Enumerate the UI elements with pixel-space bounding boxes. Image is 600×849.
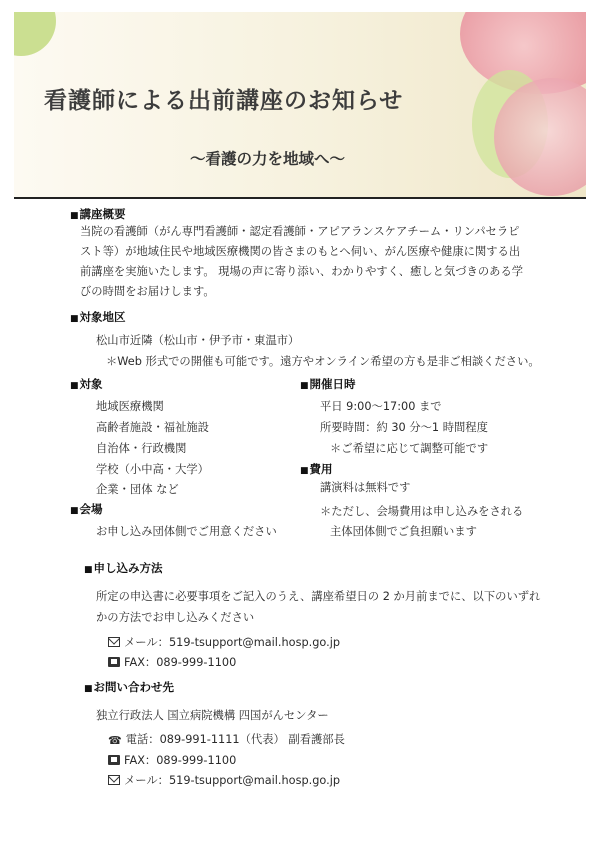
overview-line: 当院の看護師（がん専門看護師・認定看護師・アピアランスケアチーム・リンパセラピ — [80, 225, 520, 238]
overview-heading-label: 講座概要 — [79, 207, 126, 221]
target-item: 企業・団体 など — [96, 483, 179, 496]
header-divider — [14, 197, 586, 199]
target-item: 高齢者施設・福祉施設 — [96, 421, 209, 434]
apply-fax-label: FAX：089-999-1100 — [124, 656, 237, 669]
venue-line: お申し込み団体側でご用意ください — [96, 525, 277, 538]
contact-heading — [84, 679, 174, 695]
schedule-note: ＊ご希望に応じて調整可能です — [330, 442, 489, 455]
contact-heading-label: お問い合わせ先 — [93, 680, 175, 694]
fee-heading-label: 費用 — [309, 462, 333, 476]
area-line: 松山市近隣（松山市・伊予市・東温市） — [96, 334, 300, 347]
overview-paragraph — [80, 222, 530, 302]
fax-icon — [108, 657, 120, 667]
fee-heading — [300, 461, 333, 477]
contact-tel-label: 電話：089-991-1111（代表） 副看護部長 — [125, 733, 345, 746]
apply-mail — [108, 634, 340, 650]
schedule-heading-label: 開催日時 — [309, 377, 356, 391]
apply-fax — [108, 654, 236, 670]
schedule-line: 所要時間：約 30 分〜1 時間程度 — [320, 421, 488, 434]
apply-line: かの方法でお申し込みください — [96, 611, 255, 624]
apply-heading-label: 申し込み方法 — [93, 561, 163, 575]
target-heading-label: 対象 — [79, 377, 103, 391]
fee-line: 講演料は無料です — [320, 481, 411, 494]
mail-icon — [108, 775, 120, 785]
square-bullet-icon: ■ — [70, 211, 79, 221]
overview-line: スト等）が地域住民や地域医療機関の皆さまのもとへ伺い、がん医療や健康に関する出 — [80, 245, 521, 258]
area-heading-label: 対象地区 — [79, 310, 126, 324]
target-heading — [70, 376, 103, 392]
contact-fax-label: FAX：089-999-1100 — [124, 754, 237, 767]
schedule-heading — [300, 376, 356, 392]
page-subtitle: 〜看護の力を地域へ〜 — [190, 150, 346, 168]
target-item: 自治体・行政機関 — [96, 442, 187, 455]
fee-note: ＊ただし、会場費用は申し込みをされる — [320, 505, 524, 518]
square-bullet-icon: ■ — [84, 684, 93, 694]
area-note: ＊Web 形式での開催も可能です。遠方やオンライン希望の方も是非ご相談ください。 — [106, 355, 540, 368]
contact-tel — [108, 731, 345, 747]
overview-line: 前講座を実施いたします。 現場の声に寄り添い、わかりやすく、癒しと気づきのある学 — [80, 265, 524, 278]
page-title: 看護師による出前講座のお知らせ — [44, 88, 404, 114]
apply-line: 所定の申込書に必要事項をご記入のうえ、講座希望日の 2 か月前までに、以下のいずれ — [96, 590, 541, 603]
contact-mail — [108, 772, 340, 788]
contact-fax — [108, 752, 236, 768]
overview-line: びの時間をお届けします。 — [80, 285, 215, 298]
venue-heading — [70, 501, 103, 517]
apply-heading — [84, 560, 163, 576]
schedule-line: 平日 9:00〜17:00 まで — [320, 400, 442, 413]
square-bullet-icon: ■ — [300, 381, 309, 391]
contact-mail-label: メール：519-tsupport@mail.hosp.go.jp — [124, 774, 340, 787]
decorative-circle — [14, 12, 56, 56]
target-item: 地域医療機関 — [96, 400, 164, 413]
venue-heading-label: 会場 — [79, 502, 103, 516]
phone-icon: ☎ — [108, 734, 122, 747]
overview-heading — [70, 206, 126, 222]
square-bullet-icon: ■ — [300, 466, 309, 476]
square-bullet-icon: ■ — [70, 506, 79, 516]
contact-org: 独立行政法人 国立病院機構 四国がんセンター — [96, 709, 329, 722]
mail-icon — [108, 637, 120, 647]
square-bullet-icon: ■ — [70, 314, 79, 324]
fee-note: 主体団体側でご負担願います — [330, 525, 477, 538]
target-item: 学校（小中高・大学） — [96, 463, 209, 476]
area-heading — [70, 309, 126, 325]
square-bullet-icon: ■ — [70, 381, 79, 391]
square-bullet-icon: ■ — [84, 565, 93, 575]
apply-mail-label: メール：519-tsupport@mail.hosp.go.jp — [124, 636, 340, 649]
fax-icon — [108, 755, 120, 765]
